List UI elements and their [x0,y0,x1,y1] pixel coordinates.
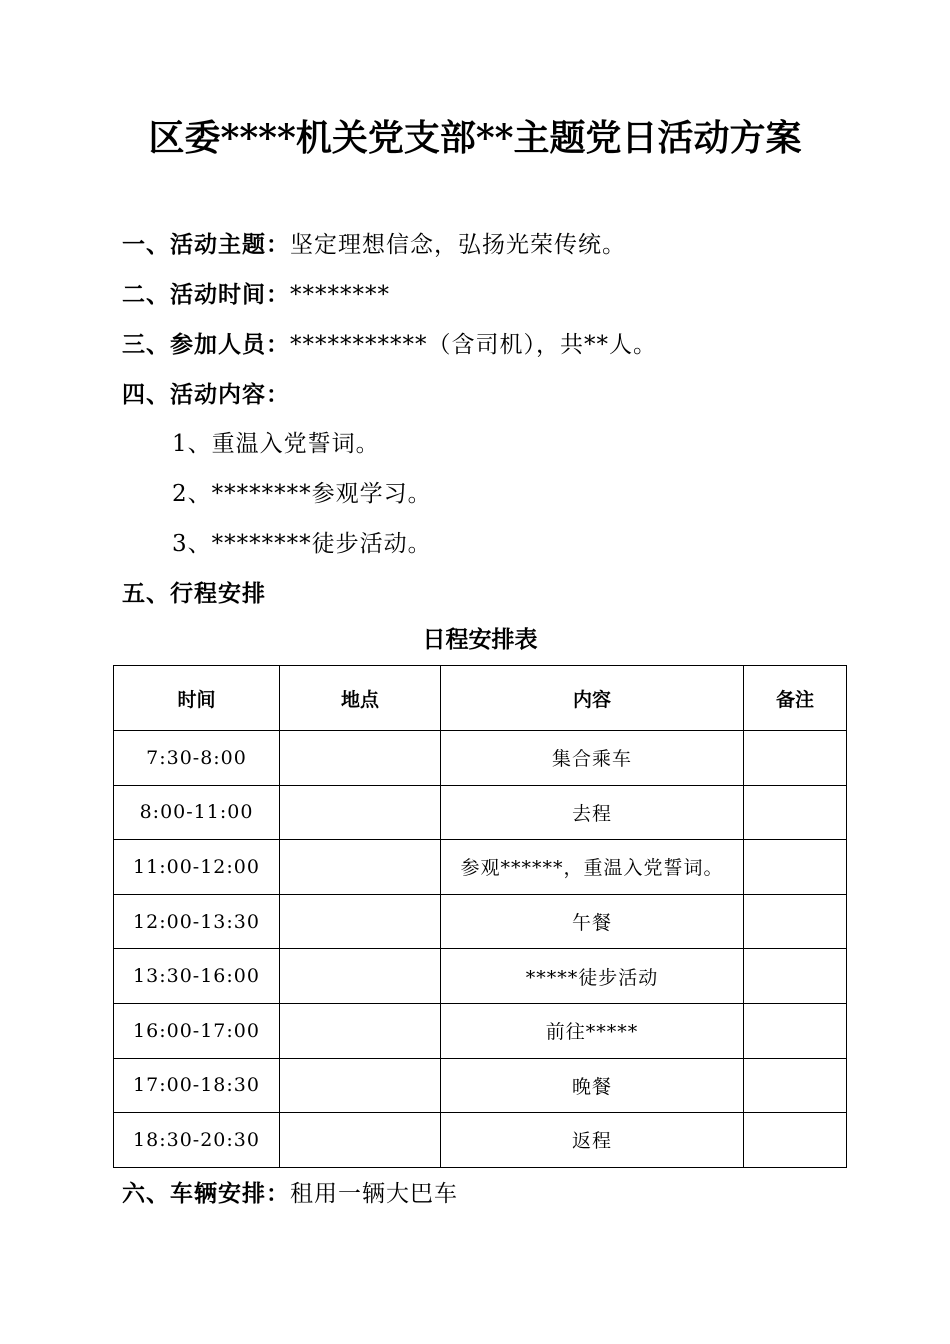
cell-note [744,785,847,840]
cell-content: 返程 [441,1113,744,1168]
activity-item-2: 2、********参观学习。 [172,481,432,507]
cell-note [744,894,847,949]
table-caption: 日程安排表 [422,626,538,653]
cell-place [280,785,441,840]
table-row [114,1003,847,1058]
document-title: 区委****机关党支部**主题党日活动方案 [148,117,802,159]
section-content-label: 四、活动内容： [122,382,290,408]
cell-time: 17:00-18:30 [114,1058,280,1113]
cell-place [280,949,441,1004]
cell-content: 参观******，重温入党誓词。 [441,840,744,895]
cell-note [744,1113,847,1168]
schedule-table [113,665,847,1168]
table-row [114,785,847,840]
section-participants-label: 三、参加人员： [122,332,290,358]
section-time [122,275,390,315]
table-row [114,894,847,949]
cell-content: *****徒步活动 [441,949,744,1004]
table-header-row [114,666,847,731]
cell-content: 前往***** [441,1003,744,1058]
cell-time: 11:00-12:00 [114,840,280,895]
cell-time: 7:30-8:00 [114,731,280,786]
cell-place [280,840,441,895]
cell-content: 集合乘车 [441,731,744,786]
section-participants-value: ***********（含司机），共**人。 [290,332,657,358]
header-note: 备注 [744,666,847,731]
header-time: 时间 [114,666,280,731]
cell-note [744,840,847,895]
cell-time: 12:00-13:30 [114,894,280,949]
activity-item-3: 3、********徒步活动。 [172,531,432,557]
table-row [114,731,847,786]
section-schedule [122,574,266,614]
cell-place [280,894,441,949]
cell-time: 18:30-20:30 [114,1113,280,1168]
section-time-value: ******** [290,282,390,308]
cell-content: 晚餐 [441,1058,744,1113]
cell-content: 午餐 [441,894,744,949]
activity-item-1: 1、重温入党誓词。 [172,431,380,457]
section-vehicle-label: 六、车辆安排： [122,1181,290,1207]
cell-note [744,731,847,786]
table-row [114,840,847,895]
header-place: 地点 [280,666,441,731]
cell-place [280,731,441,786]
cell-note [744,1003,847,1058]
section-time-label: 二、活动时间： [122,282,290,308]
section-vehicle [122,1174,458,1214]
header-content: 内容 [441,666,744,731]
cell-place [280,1003,441,1058]
section-theme [122,225,626,265]
table-row [114,1113,847,1168]
table-row [114,1058,847,1113]
cell-note [744,949,847,1004]
section-vehicle-value: 租用一辆大巴车 [290,1181,458,1207]
cell-time: 16:00-17:00 [114,1003,280,1058]
cell-time: 13:30-16:00 [114,949,280,1004]
section-theme-value: 坚定理想信念，弘扬光荣传统。 [290,232,626,258]
section-theme-label: 一、活动主题： [122,232,290,258]
cell-place [280,1113,441,1168]
section-content [122,375,290,415]
section-schedule-label: 五、行程安排 [122,581,266,607]
cell-time: 8:00-11:00 [114,785,280,840]
table-row [114,949,847,1004]
cell-content: 去程 [441,785,744,840]
cell-place [280,1058,441,1113]
section-participants [122,325,657,365]
cell-note [744,1058,847,1113]
